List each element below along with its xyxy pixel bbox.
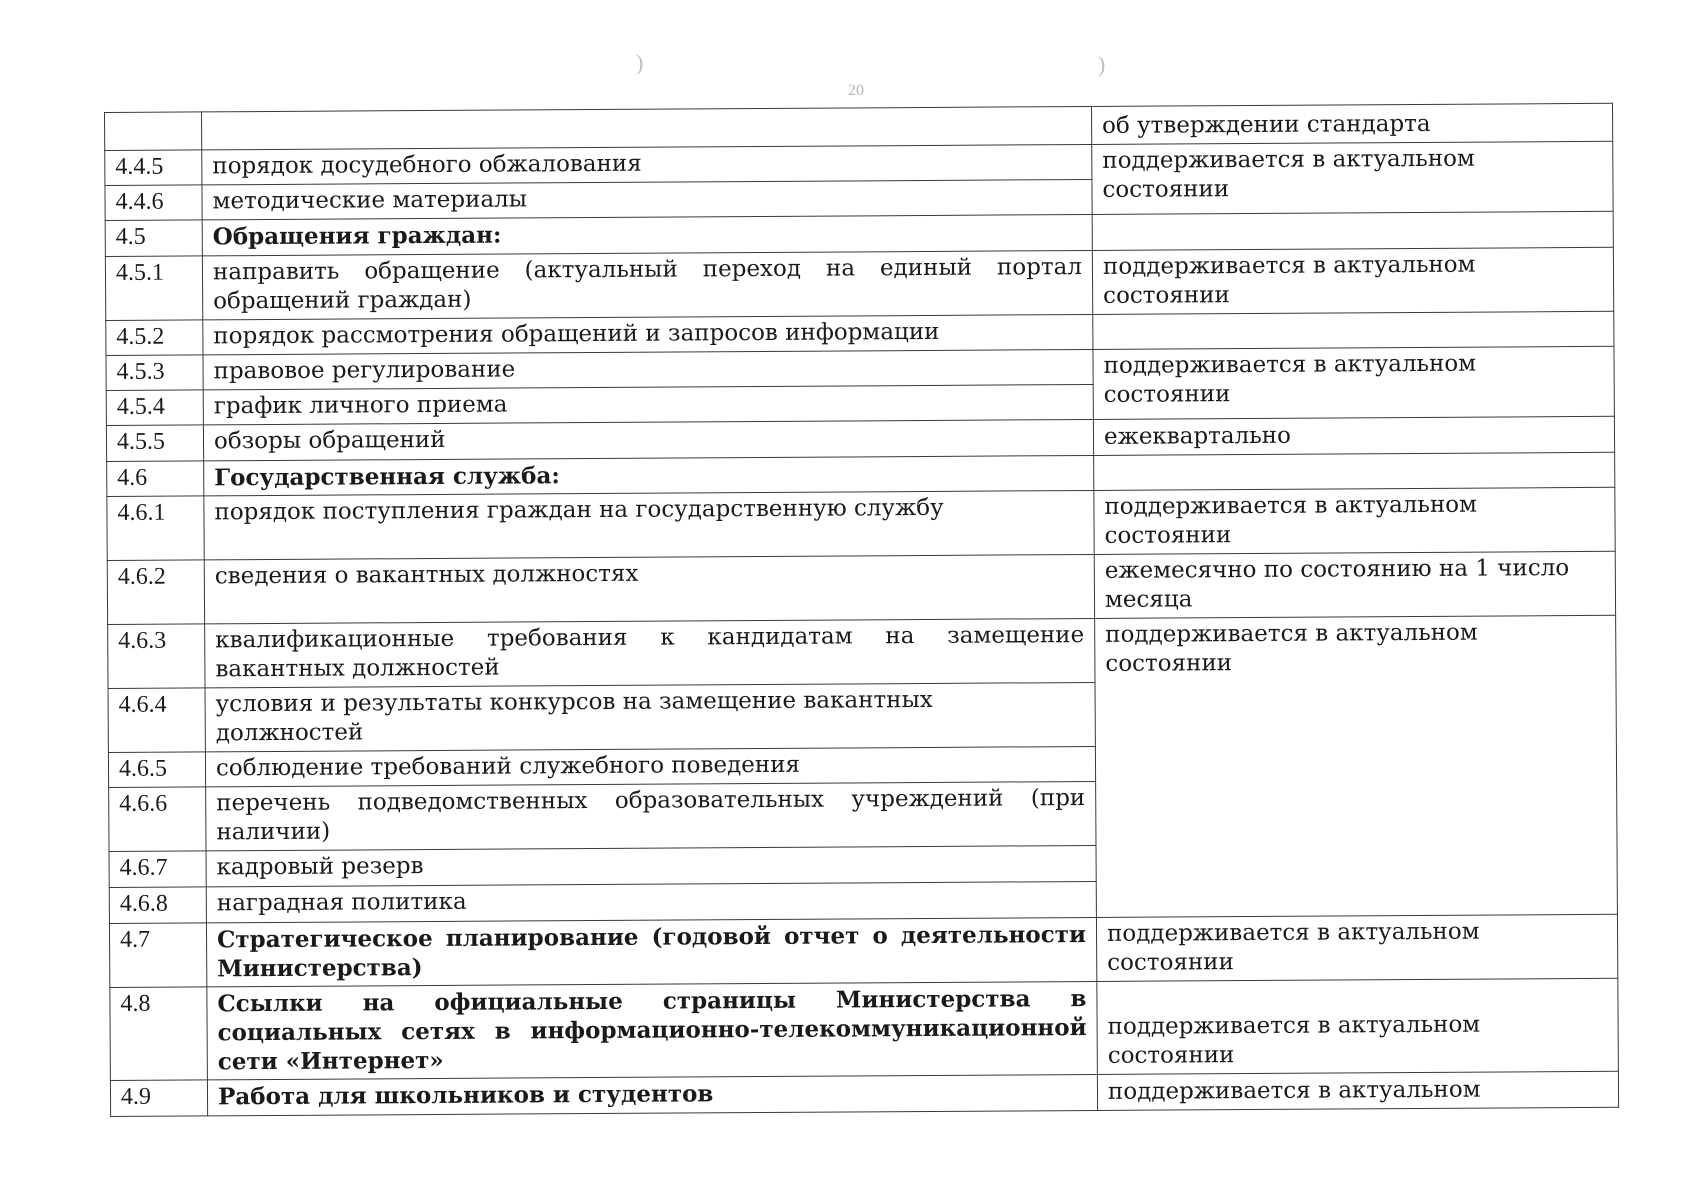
- row-number: 4.6: [107, 461, 204, 497]
- row-period: [1094, 452, 1615, 490]
- row-number: 4.5.2: [106, 320, 203, 356]
- row-number: 4.4.6: [105, 185, 202, 221]
- table-row: [108, 615, 1616, 688]
- row-number: 4.5.5: [106, 425, 203, 462]
- row-number: 4.5: [105, 220, 202, 257]
- row-period: поддерживается в актуальном состоянии: [1093, 346, 1614, 419]
- page-number: 20: [848, 82, 864, 99]
- row-number: 4.6.2: [107, 560, 204, 625]
- row-name: порядок поступления граждан на государственную службу: [204, 490, 1094, 559]
- row-name: перечень подведомственных образовательных учреждений (при наличии): [206, 781, 1096, 850]
- row-name: методические материалы: [202, 179, 1092, 219]
- row-number: 4.7: [109, 923, 206, 988]
- row-period: поддерживается в актуальном состоянии: [1092, 247, 1613, 314]
- row-period: поддерживается в актуальном состоянии: [1096, 914, 1617, 981]
- row-period: поддерживается в актуальном состоянии: [1095, 615, 1618, 917]
- information-table: [104, 103, 1619, 1117]
- row-period: поддерживается в актуальном: [1097, 1071, 1618, 1110]
- row-name: условия и результаты конкурсов на замещение вакантных должностей: [205, 682, 1095, 751]
- row-period: [1093, 311, 1614, 349]
- row-name: Обращения граждан:: [202, 214, 1092, 255]
- row-name: правовое регулирование: [203, 349, 1093, 389]
- row-number: 4.6.6: [109, 787, 206, 852]
- row-name: наградная политика: [206, 881, 1096, 922]
- row-number: 4.9: [110, 1080, 207, 1117]
- row-period: поддерживается в актуальном состоянии: [1092, 141, 1613, 214]
- row-number: 4.6.7: [109, 851, 206, 888]
- row-name: обзоры обращений: [203, 419, 1093, 460]
- scan-mark-left: ): [636, 50, 644, 75]
- row-name: Государственная служба:: [204, 455, 1094, 495]
- row-name: Работа для школьников и студентов: [207, 1074, 1097, 1115]
- row-period: ежемесячно по состоянию на 1 число месяца: [1094, 551, 1615, 618]
- row-name: соблюдение требований служебного поведения: [205, 746, 1095, 786]
- row-name: кадровый резерв: [206, 845, 1096, 886]
- row-number: 4.6.3: [108, 624, 205, 689]
- row-number: [105, 112, 202, 151]
- table-row: [105, 247, 1613, 320]
- table-row: [107, 487, 1615, 560]
- row-number: 4.5.3: [106, 355, 203, 391]
- row-number: 4.5.1: [105, 256, 202, 321]
- row-name: [202, 106, 1092, 149]
- row-name: направить обращение (актуальный переход на единый портал обращений граждан): [202, 250, 1092, 319]
- row-number: 4.6.4: [108, 688, 205, 753]
- row-period: поддерживается в актуальном состоянии: [1094, 487, 1615, 554]
- row-period: ежеквартально: [1093, 416, 1614, 455]
- row-name: Ссылки на официальные страницы Министерства в социальных сетях в информационно-телекоммуникационной сети «Интернет»: [207, 981, 1098, 1079]
- scan-mark-right: ): [1098, 52, 1106, 77]
- row-name: порядок рассмотрения обращений и запросов информации: [203, 314, 1093, 354]
- row-period: [1092, 211, 1613, 250]
- row-number: 4.8: [110, 987, 208, 1081]
- table-row: [109, 914, 1617, 987]
- row-period: поддерживается в актуальном состоянии: [1097, 978, 1619, 1074]
- row-number: 4.6.5: [108, 752, 205, 788]
- row-name: Стратегическое планирование (годовой отчет о деятельности Министерства): [206, 917, 1096, 986]
- table-row: [110, 978, 1619, 1080]
- row-name: квалификационные требования к кандидатам на замещение вакантных должностей: [205, 618, 1095, 687]
- table-row: [107, 551, 1615, 624]
- row-number: 4.5.4: [106, 390, 203, 426]
- row-period: об утверждении стандарта: [1091, 103, 1612, 144]
- row-name: порядок досудебного обжалования: [202, 144, 1092, 184]
- row-name: график личного приема: [203, 384, 1093, 424]
- row-number: 4.4.5: [105, 150, 202, 186]
- row-name: сведения о вакантных должностях: [204, 554, 1094, 623]
- row-number: 4.6.8: [109, 887, 206, 924]
- row-number: 4.6.1: [107, 496, 204, 561]
